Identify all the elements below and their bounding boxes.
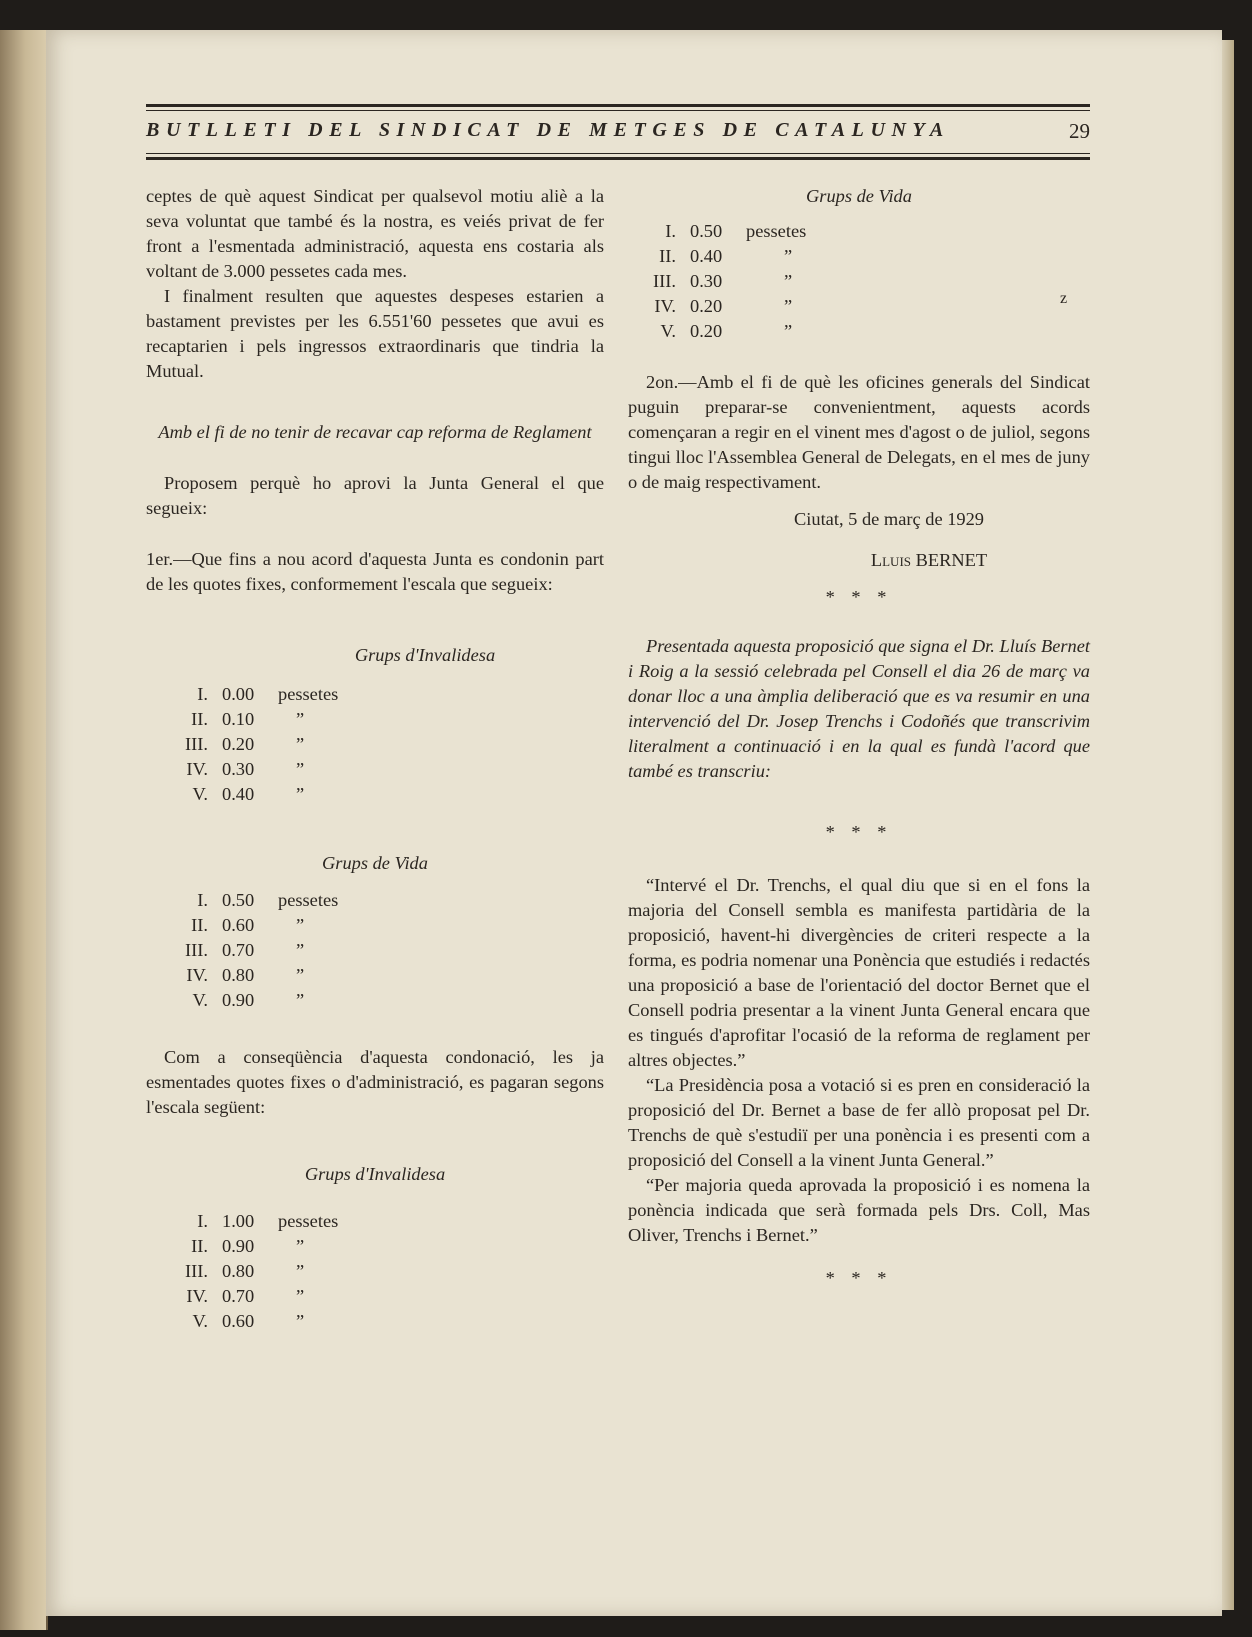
- header-rule-bottom-thin: [146, 153, 1090, 154]
- separator-stars: * * *: [825, 822, 893, 842]
- table-row: II. 0.10 ”: [191, 709, 305, 729]
- table-title: Grups d'Invalidesa: [354, 645, 496, 665]
- right-column: [628, 184, 1090, 1291]
- table-row: II. 0.40 ”: [659, 246, 793, 266]
- page-number: 29: [1069, 119, 1090, 143]
- left-column: [146, 184, 604, 1334]
- paragraph: ceptes de què aquest Sindicat per qualsevol motiu aliè a la seva voluntat que també és la nostra, es veiés privat de fer front a l'esmentada administració, aquesta ens costaria als voltant de 3.000 pessetes cada mes.: [146, 186, 604, 281]
- table-row: I. 0.50 pessetes: [665, 221, 807, 241]
- table-row: IV. 0.20 ”: [654, 296, 793, 316]
- editorial-note: Presentada aquesta proposició que signa el Dr. Lluís Bernet i Roig a la sessió celebrada pel Consell el dia 26 de març va donar lloc a una àmplia deliberació que es va resumir en una intervenció del Dr. Josep Trenchs i Codoñés que transcrivim literalment a continuació i en la qual es fundà l'acord que també es transcriu:: [628, 636, 1090, 781]
- table-row: III. 0.70 ”: [185, 940, 305, 960]
- date-line: Ciutat, 5 de març de 1929: [794, 509, 984, 529]
- table-row: I. 1.00 pessetes: [197, 1211, 339, 1231]
- table-row: I. 0.50 pessetes: [197, 890, 339, 910]
- header-rule-bottom: [146, 157, 1090, 160]
- header-rule-top-thin: [146, 110, 1090, 111]
- stray-mark: z: [1060, 290, 1068, 307]
- quoted-paragraph: “Per majoria queda aprovada la proposició i es nomena la ponència indicada que serà formada pels Drs. Coll, Mas Oliver, Trenchs i Bernet.”: [628, 1175, 1090, 1245]
- table-title: Grups de Vida: [322, 853, 428, 873]
- quoted-paragraph: “La Presidència posa a votació si es pren en consideració la proposició del Dr. Bernet a base de fer allò proposat pel Dr. Trenchs de què s'estudiï per una ponència i es presenti com a proposició del Consell a la vinent Junta General.”: [628, 1075, 1090, 1170]
- header-rule-top: [146, 104, 1090, 107]
- quota-table-vida: [156, 888, 604, 1013]
- section-heading: Amb el fi de no tenir de recavar cap reforma de Reglament: [158, 422, 592, 442]
- table-row: II. 0.60 ”: [191, 915, 305, 935]
- table-row: V. 0.20 ”: [660, 321, 793, 341]
- paragraph: Proposem perquè ho aprovi la Junta General el que segueix:: [146, 473, 604, 518]
- table-row: V. 0.40 ”: [192, 784, 305, 804]
- table-row: V. 0.90 ”: [192, 990, 305, 1010]
- table-row: IV. 0.70 ”: [186, 1286, 305, 1306]
- table-row: I. 0.00 pessetes: [197, 684, 339, 704]
- table-title: Grups de Vida: [806, 186, 912, 206]
- page-edge: [1222, 40, 1234, 1610]
- separator-stars: * * *: [825, 1268, 893, 1288]
- quota-table-invalidesa-2: [156, 1209, 604, 1334]
- running-header: [146, 104, 1090, 166]
- paragraph: 1er.—Que fins a nou acord d'aquesta Junta es condonin part de les quotes fixes, conformement l'escala que segueix:: [146, 549, 604, 594]
- table-title: Grups d'Invalidesa: [304, 1164, 446, 1184]
- quoted-paragraph: “Intervé el Dr. Trenchs, el qual diu que si en el fons la majoria del Consell sembla es manifesta partidària de la proposició, havent-hi divergències de criteri respecte a la forma, es podria nomenar una Ponència que estudiés i redactés una proposició a base de l'orientació del doctor Bernet que el Consell podria presentar a la vinent Junta General encara que es tingués d'aprofitar l'ocasió de la reforma de reglament per altres objectes.”: [628, 875, 1090, 1070]
- table-row: III. 0.20 ”: [185, 734, 305, 754]
- quota-table-invalidesa: [156, 682, 604, 807]
- separator-stars: * * *: [825, 587, 893, 607]
- table-row: III. 0.30 ”: [653, 271, 793, 291]
- table-row: IV. 0.30 ”: [186, 759, 305, 779]
- table-row: II. 0.90 ”: [191, 1236, 305, 1256]
- signature: Lluis BERNET: [870, 550, 988, 570]
- paragraph: I finalment resulten que aquestes despeses estarien a bastament previstes per les 6.551'60 pessetes que avui es recaptarien i pels ingressos extraordinaris que tindria la Mutual.: [146, 286, 604, 381]
- table-row: V. 0.60 ”: [192, 1311, 305, 1331]
- table-row: III. 0.80 ”: [185, 1261, 305, 1281]
- journal-title: BUTLLETI DEL SINDICAT DE METGES DE CATALUNYA: [146, 119, 950, 141]
- table-row: IV. 0.80 ”: [186, 965, 305, 985]
- paragraph: 2on.—Amb el fi de què les oficines generals del Sindicat puguin preparar-se convenientment, aquests acords començaran a regir en el vinent mes d'agost o de juliol, segons tingui lloc l'Assemblea General de Delegats, en el mes de juny o de maig respectivament.: [628, 372, 1090, 492]
- paragraph: Com a conseqüència d'aquesta condonació, les ja esmentades quotes fixes o d'administració, es pagaran segons l'escala següent:: [146, 1047, 604, 1117]
- quota-table-vida-2: [624, 219, 1090, 344]
- book-spine: [0, 30, 48, 1630]
